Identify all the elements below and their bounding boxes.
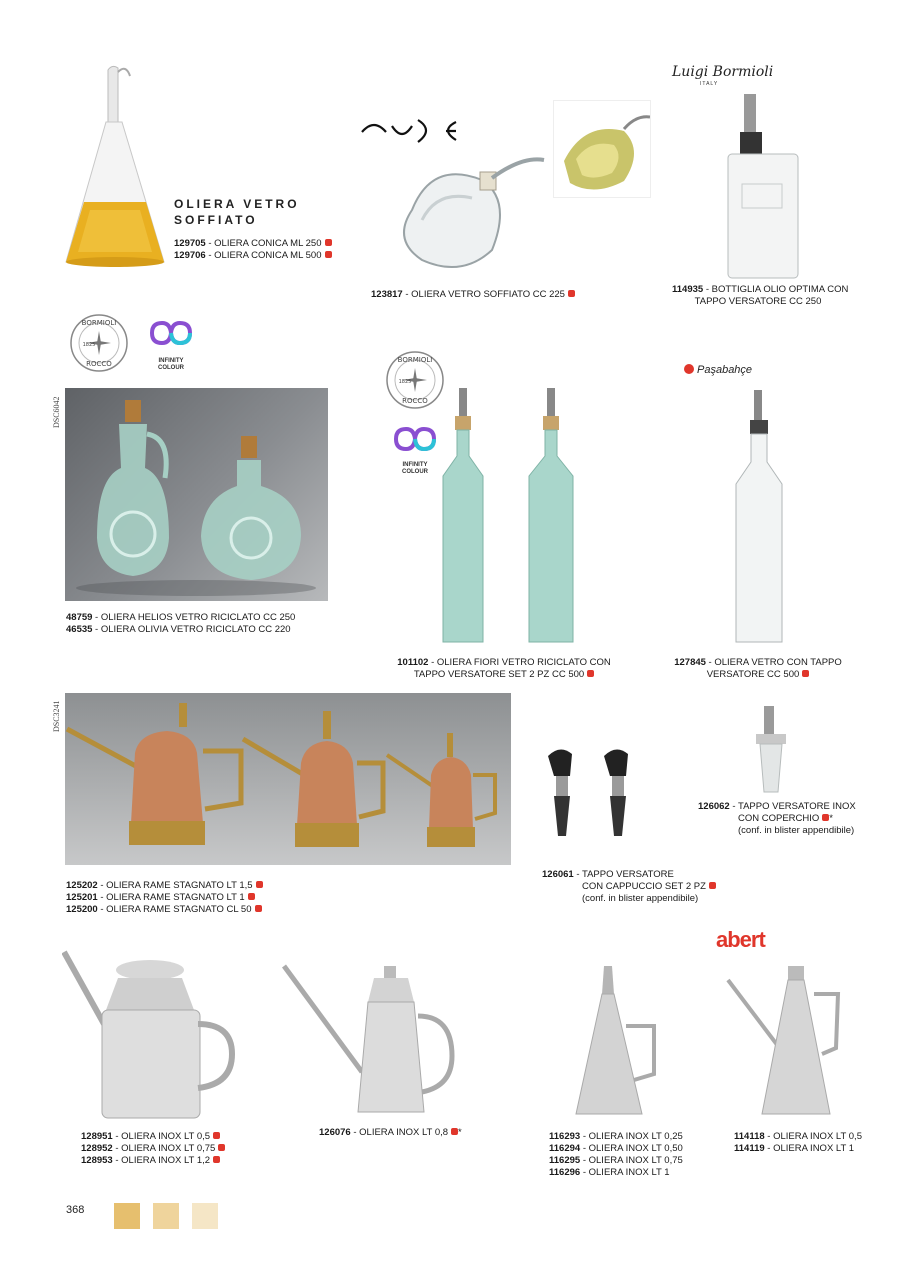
svg-text:ROCCO: ROCCO [86, 360, 112, 368]
new-badge-icon [568, 290, 575, 297]
color-swatch-3 [192, 1203, 218, 1229]
list-item: 48759 - OLIERA HELIOS VETRO RICICLATO CC 250 [66, 612, 296, 623]
list-item: 125202 - OLIERA RAME STAGNATO LT 1,5 [66, 880, 263, 892]
new-badge-icon [256, 881, 263, 888]
abert-cruet-image [726, 964, 858, 1122]
glass-bottle-image [732, 388, 786, 646]
caption-101102: 101102 - OLIERA FIORI VETRO RICICLATO CON TAPPO VERSATORE SET 2 PZ CC 500 [397, 657, 611, 680]
list-item: 116295 - OLIERA INOX LT 0,75 [549, 1155, 683, 1166]
new-badge-icon [325, 239, 332, 246]
list-item: 129706 - OLIERA CONICA ML 500 [174, 250, 332, 262]
new-badge-icon [218, 1144, 225, 1151]
new-badge-icon [325, 251, 332, 258]
caption-128951 [81, 1131, 225, 1167]
caption-126062: 126062 - TAPPO VERSATORE INOX CON COPERCHIO * (conf. in blister appendibile) [698, 801, 856, 836]
conical-cruet-image [60, 62, 170, 272]
list-item: 128952 - OLIERA INOX LT 0,75 [81, 1143, 225, 1155]
caption-126076: 126076 - OLIERA INOX LT 0,8 * [319, 1127, 462, 1138]
caption-127845: 127845 - OLIERA VETRO CON TAPPO VERSATORE CC 500 [674, 657, 842, 680]
list-item: 114119 - OLIERA INOX LT 1 [734, 1143, 855, 1154]
blown-cruet-detail-photo [553, 100, 651, 198]
caption-123817: 123817 - OLIERA VETRO SOFFIATO CC 225 [371, 289, 575, 301]
svg-text:BORMIOLI: BORMIOLI [397, 356, 433, 364]
new-badge-icon [587, 670, 594, 677]
list-item: 128951 - OLIERA INOX LT 0,5 [81, 1131, 225, 1143]
abert-logo: abert [716, 927, 765, 952]
pourer-caps-image [540, 742, 660, 842]
list-item: 116294 - OLIERA INOX LT 0,50 [549, 1143, 683, 1154]
inox-can-2-image [282, 962, 460, 1122]
photo-credit-label: DSC6042 [52, 396, 61, 428]
blown-cruet-image [392, 150, 552, 280]
photo-credit-label: DSC3241 [52, 700, 61, 732]
infinity-colour-label: INFINITY COLOUR [402, 462, 428, 475]
new-badge-icon [451, 1128, 458, 1135]
copper-cruets-photo [65, 693, 511, 865]
caption-helios-olivia [66, 612, 295, 636]
section-title [174, 196, 300, 228]
luigi-bormioli-logo: Luigi Bormioli [672, 64, 774, 80]
inox-conical-image [568, 964, 658, 1122]
list-item: 129705 - OLIERA CONICA ML 250 [174, 238, 332, 250]
list-item: 128953 - OLIERA INOX LT 1,2 [81, 1155, 225, 1167]
svg-text:1825: 1825 [82, 342, 96, 348]
optima-bottle-image [722, 92, 802, 282]
nude-logo-icon [360, 114, 460, 146]
list-item: 116296 - OLIERA INOX LT 1 [549, 1167, 670, 1178]
inox-pourer-image [746, 704, 796, 796]
color-swatch-1 [114, 1203, 140, 1229]
list-item: 125200 - OLIERA RAME STAGNATO CL 50 [66, 904, 263, 916]
svg-text:BORMIOLI: BORMIOLI [81, 319, 117, 327]
inox-can-1-image [62, 950, 238, 1122]
fiori-bottles-image [435, 386, 585, 648]
luigi-bormioli-sub: ITALY [700, 81, 719, 87]
caption-114118 [734, 1131, 862, 1155]
pasabahce-logo: Paşabahçe [684, 364, 752, 376]
new-badge-icon [213, 1132, 220, 1139]
bormioli-rocco-seal [69, 313, 129, 373]
list-item: 116293 - OLIERA INOX LT 0,25 [549, 1131, 683, 1142]
caption-copper [66, 880, 263, 916]
title-line-2: SOFFIATO [174, 213, 258, 227]
list-item: 114118 - OLIERA INOX LT 0,5 [734, 1131, 862, 1142]
list-item: 125201 - OLIERA RAME STAGNATO LT 1 [66, 892, 263, 904]
caption-114935: 114935 - BOTTIGLIA OLIO OPTIMA CON TAPPO VERSATORE CC 250 [672, 284, 849, 307]
caption-116293 [549, 1131, 683, 1179]
page-number: 368 [66, 1204, 85, 1216]
new-badge-icon [709, 882, 716, 889]
svg-text:ROCCO: ROCCO [402, 397, 428, 405]
svg-text:1825: 1825 [398, 379, 412, 385]
color-swatch-2 [153, 1203, 179, 1229]
title-line-1: OLIERA VETRO [174, 197, 300, 211]
infinity-colour-icon [390, 424, 440, 454]
helios-olivia-photo [65, 388, 328, 601]
caption-126061: 126061 - TAPPO VERSATORE CON CAPPUCCIO SET 2 PZ (conf. in blister appendibile) [542, 869, 716, 905]
caption-129705 [174, 238, 332, 262]
infinity-colour-icon [146, 318, 196, 348]
new-badge-icon [802, 670, 809, 677]
list-item: 46535 - OLIERA OLIVIA VETRO RICICLATO CC 220 [66, 624, 291, 635]
pasabahce-mark-icon [684, 364, 694, 374]
infinity-colour-label: INFINITY COLOUR [158, 358, 184, 371]
new-badge-icon [248, 893, 255, 900]
new-badge-icon [213, 1156, 220, 1163]
new-badge-icon [255, 905, 262, 912]
